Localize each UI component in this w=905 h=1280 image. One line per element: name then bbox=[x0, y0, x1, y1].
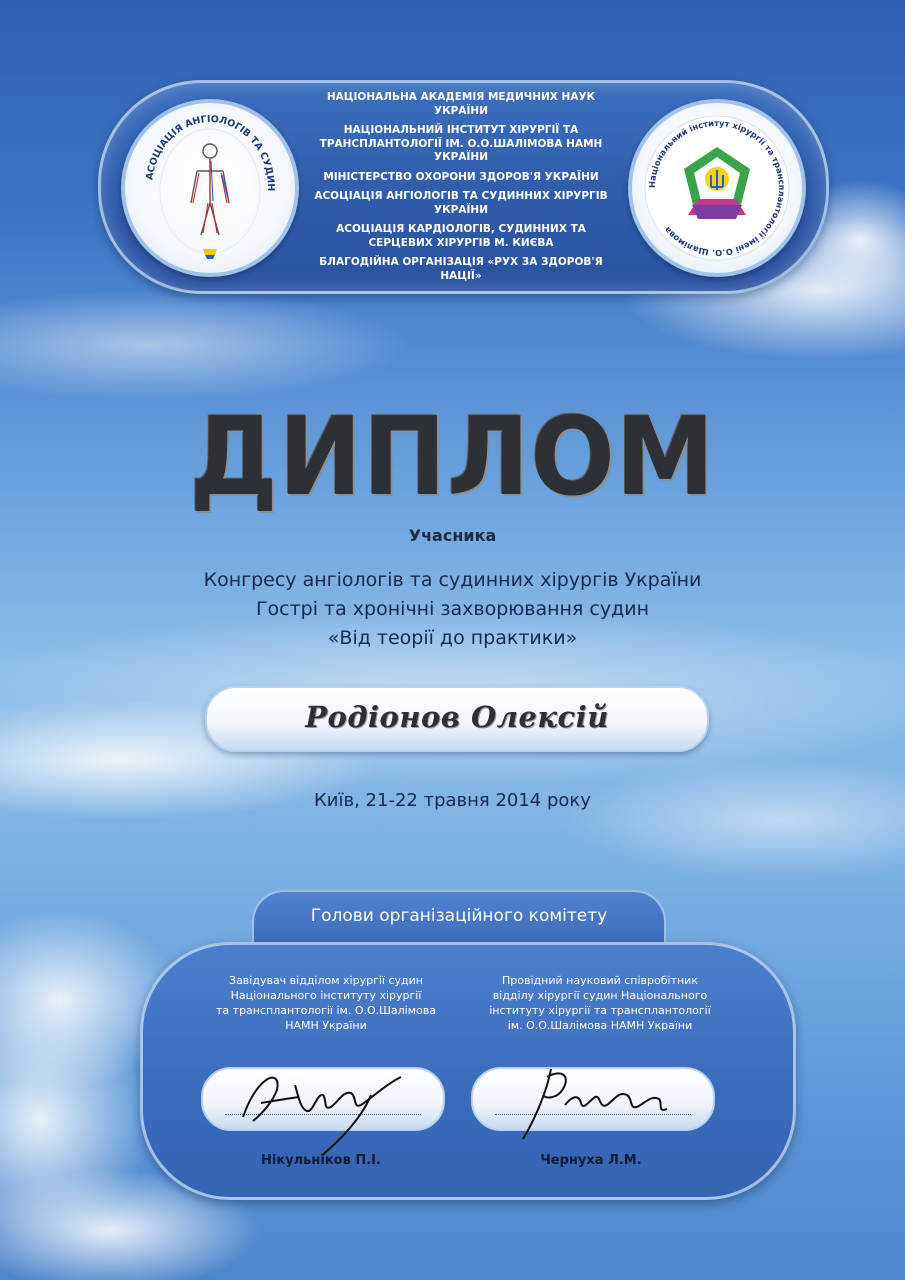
surgery-institute-logo bbox=[628, 99, 806, 277]
signature-2-field bbox=[471, 1067, 715, 1131]
header-panel bbox=[98, 80, 829, 294]
committee-heading: Голови організаційного комітету bbox=[310, 906, 608, 926]
place-and-date: Київ, 21-22 травня 2014 року bbox=[314, 790, 591, 811]
organization-5: АСОЦІАЦІЯ КАРДІОЛОГІВ, СУДИННИХ ТА СЕРЦЕВИХ ХІРУРГІВ М. КИЄВА bbox=[336, 223, 586, 249]
signature-1 bbox=[203, 1055, 443, 1155]
participant-label: Учасника bbox=[408, 526, 497, 545]
signer-1-name: Нікульніков П.І. bbox=[261, 1153, 381, 1168]
diploma-title: ДИПЛОМ bbox=[189, 395, 716, 520]
signer-1-position: Завідувач відділом хірургії судин Національного інституту хірургії та трансплантології ім. О.О.Шалімова НАМН України bbox=[216, 974, 436, 1032]
signature-2 bbox=[473, 1055, 713, 1155]
organization-4: АСОЦІАЦІЯ АНГІОЛОГІВ ТА СУДИННИХ ХІРУРГІВ УКРАЇНИ bbox=[314, 190, 608, 216]
event-line-2: Гострі та хронічні захворювання судин bbox=[255, 598, 650, 620]
svg-text:АСОЦІАЦІЯ АНГІОЛОГІВ ТА СУДИНН: АСОЦІАЦІЯ АНГІОЛОГІВ ТА СУДИН bbox=[144, 113, 277, 192]
angiology-association-logo bbox=[121, 99, 299, 277]
event-line-3: «Від теорії до практики» bbox=[327, 627, 578, 649]
signer-2-position: Провідний науковий співробітник відділу хірургії судин Національного інституту хірургії та трансплантології ім. О.О.Шалімова НАМН України bbox=[489, 974, 711, 1032]
organization-2: НАЦІОНАЛЬНИЙ ІНСТИТУТ ХІРУРГІЇ ТА ТРАНСПЛАНТОЛОГІЇ ІМ. О.О.ШАЛІМОВА НАМН УКРАЇНИ bbox=[319, 124, 603, 163]
signature-1-field bbox=[201, 1067, 445, 1131]
event-description bbox=[0, 566, 905, 653]
organization-6: БЛАГОДІЙНА ОРГАНІЗАЦІЯ «РУХ ЗА ЗДОРОВ'Я НАЦІЇ» bbox=[319, 256, 603, 282]
committee-panel bbox=[140, 942, 796, 1200]
recipient-name: Родіонов Олексій bbox=[305, 700, 609, 734]
svg-text:Національний інститут хірургії: Національний інститут хірургії та трансплантології імені О.О. Шалімова bbox=[646, 117, 788, 259]
event-line-1: Конгресу ангіологів та судинних хірургів України bbox=[203, 569, 702, 591]
organization-1: НАЦІОНАЛЬНА АКАДЕМІЯ МЕДИЧНИХ НАУК УКРАЇНИ bbox=[326, 91, 596, 117]
recipient-panel bbox=[205, 686, 709, 752]
organizations-list bbox=[306, 91, 616, 289]
organization-3: МІНІСТЕРСТВО ОХОРОНИ ЗДОРОВ'Я УКРАЇНИ bbox=[323, 170, 599, 183]
signer-2-name: Чернуха Л.М. bbox=[540, 1153, 642, 1168]
